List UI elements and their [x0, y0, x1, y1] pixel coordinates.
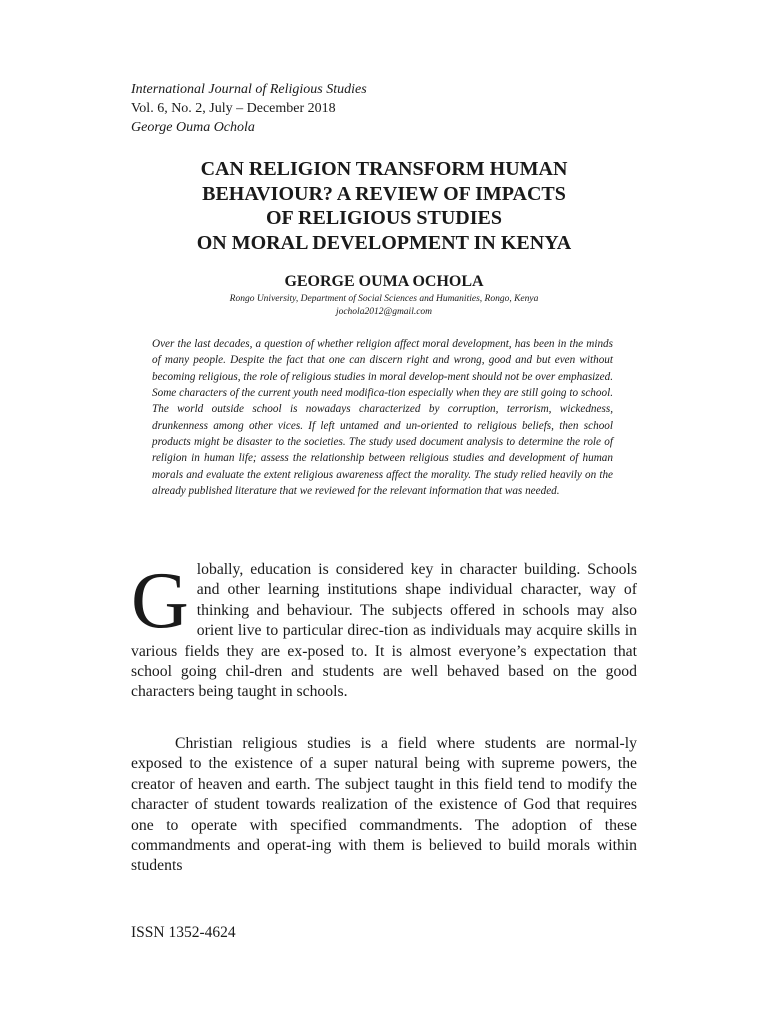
drop-cap: G	[131, 557, 189, 645]
abstract: Over the last decades, a question of whether religion affect moral development, has been in the minds of many people. Despite the fact that one can discern right and wrong, good and but even without becoming religious, the role of religious studies in moral develop-ment should not be over emphasized. Some characters of the current youth need modifica-tion especially when they are still going to school. The world outside school is nowadays characterized by corruption, terrorism, wickedness, drunkenness among other vices. If left untamed and un-oriented to religious beliefs, then school products might be disaster to the societies. The study used document analysis to determine the role of religion in human life; assess the relationship between religious studies and development of human morals and evaluate the extent religious awareness affect the morality. The study relied heavily on the already published literature that we reviewed for the relevant information that was needed.	[152, 338, 613, 498]
title-line: OF RELIGIOUS STUDIES	[266, 207, 502, 229]
title-line: BEHAVIOUR? A REVIEW OF IMPACTS	[202, 182, 566, 205]
author-name: GEORGE OUMA OCHOLA	[284, 273, 484, 290]
body-paragraph-1	[131, 557, 637, 703]
author-affiliation: Rongo University, Department of Social Sciences and Humanities, Rongo, Kenya	[229, 294, 539, 304]
running-header	[131, 80, 367, 137]
article-title	[131, 157, 637, 255]
title-line: ON MORAL DEVELOPMENT IN KENYA	[196, 231, 572, 254]
volume-info: Vol. 6, No. 2, July – December 2018	[131, 101, 336, 116]
header-author: George Ouma Ochola	[131, 120, 255, 135]
paragraph-1-text: lobally, education is considered key in character building. Schools and other learning institutions shape individual character, way of thinking and behaviour. The subjects offered in schools may also orient live to particular direc-tion as individuals may acquire skills in various fields they are ex-posed to. It is almost everyone’s expectation that school going chil-dren and students are well behaved based on the good characters being taught in schools.	[131, 561, 637, 701]
author-email: jochola2012@gmail.com	[335, 307, 433, 317]
issn-footer: ISSN 1352-4624	[131, 924, 236, 941]
author-affiliation-block	[131, 293, 637, 319]
body-paragraph-2: Christian religious studies is a field where students are normal-ly exposed to the existence of a super natural being with supreme powers, the creator of heaven and earth. The subject taught in this field tend to modify the character of student towards realization of the existence of God that requires one to operate with specified commandments. The adoption of these commandments and operat-ing with them is believed to build morals within students	[131, 735, 637, 875]
journal-name: International Journal of Religious Studies	[131, 82, 367, 97]
title-line: CAN RELIGION TRANSFORM HUMAN	[200, 158, 568, 180]
